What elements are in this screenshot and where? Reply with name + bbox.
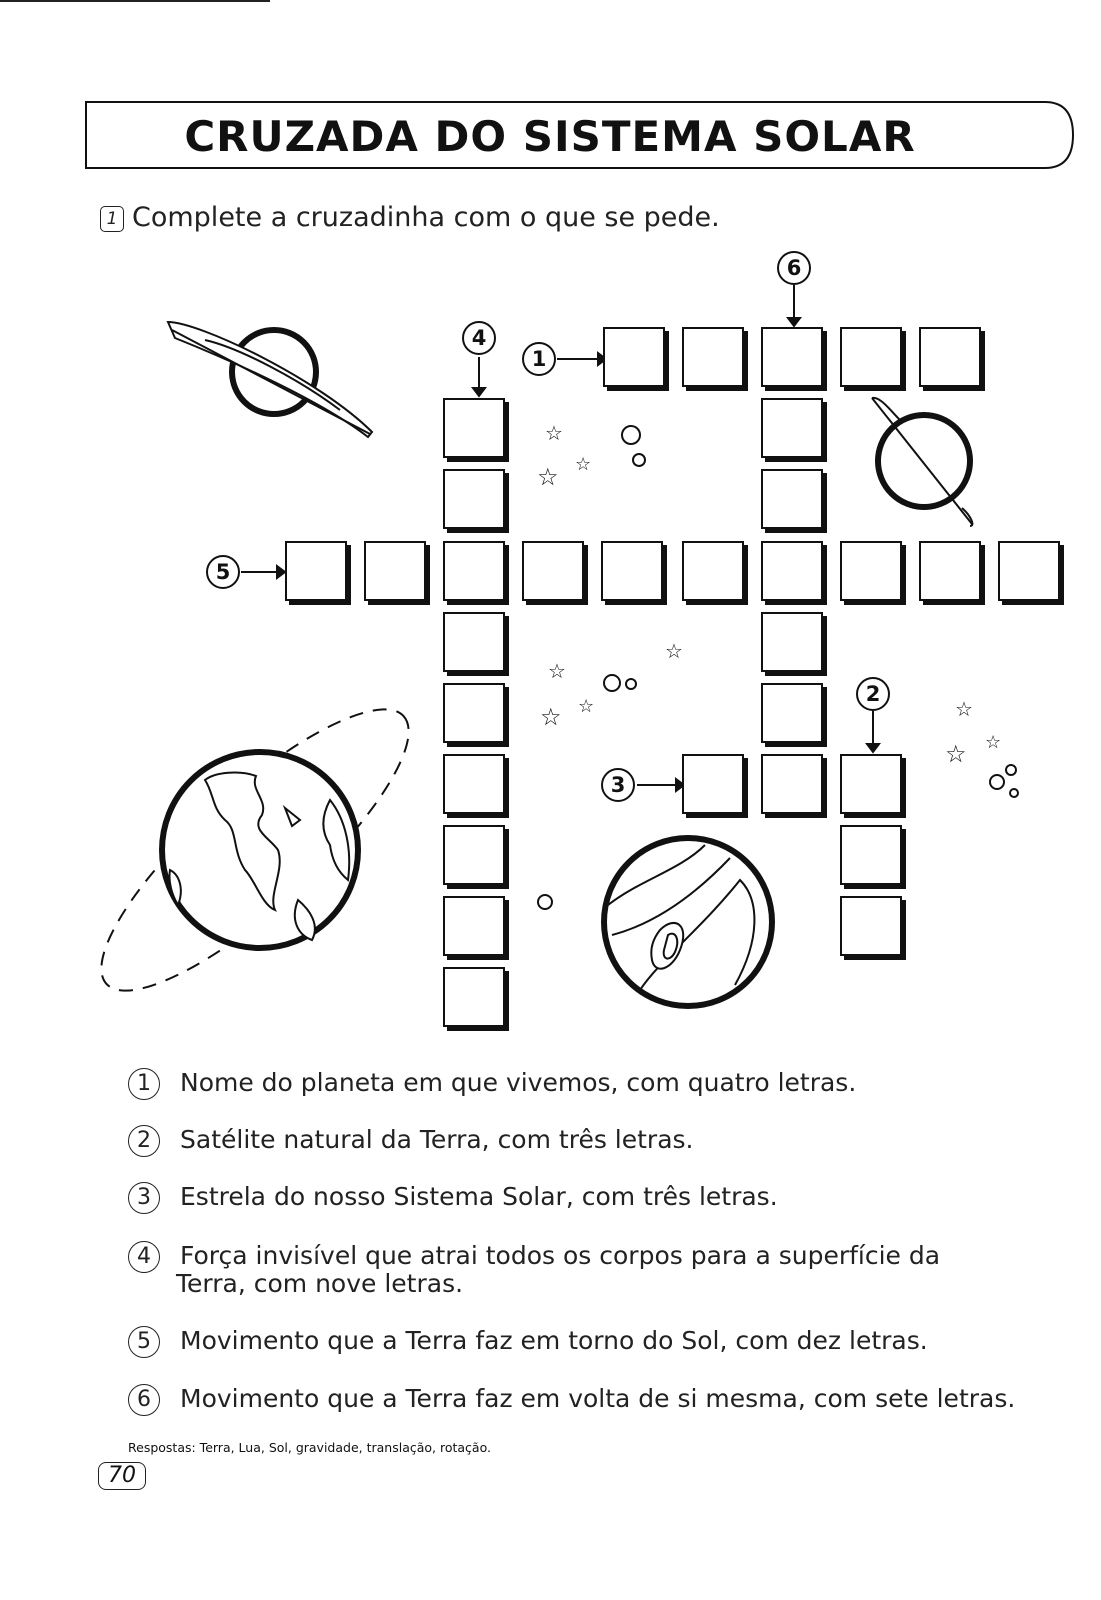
crossword-label-1: 1 xyxy=(522,342,556,376)
clue-number: 6 xyxy=(128,1384,160,1416)
crossword-cell[interactable] xyxy=(603,327,665,387)
instruction-text: Complete a cruzadinha com o que se pede. xyxy=(132,202,720,233)
crossword-cell[interactable] xyxy=(761,754,823,814)
clue-number: 4 xyxy=(128,1241,160,1273)
crossword-cell[interactable] xyxy=(919,541,981,601)
crossword-cell[interactable] xyxy=(443,967,505,1027)
crossword-label-3: 3 xyxy=(601,768,635,802)
ringed-planet-icon xyxy=(168,322,372,437)
crossword-cell[interactable] xyxy=(443,612,505,672)
crossword-cell[interactable] xyxy=(919,327,981,387)
clue-text: Movimento que a Terra faz em torno do Sol, com dez letras. xyxy=(180,1326,928,1355)
page-number: 70 xyxy=(98,1462,146,1490)
svg-text:☆: ☆ xyxy=(665,639,683,663)
crossword-cell[interactable] xyxy=(682,327,744,387)
crossword-cell[interactable] xyxy=(840,896,902,956)
crossword-label-6: 6 xyxy=(777,251,811,285)
clue-text: Satélite natural da Terra, com três letras. xyxy=(180,1125,694,1154)
crossword-cell[interactable] xyxy=(840,754,902,814)
earth-icon xyxy=(68,673,443,1027)
crossword-label-5: 5 xyxy=(206,555,240,589)
crossword-cell[interactable] xyxy=(443,896,505,956)
svg-text:☆: ☆ xyxy=(985,732,1002,753)
crossword-label-2: 2 xyxy=(856,677,890,711)
clue-number: 1 xyxy=(128,1068,160,1100)
crossword-cell[interactable] xyxy=(840,825,902,885)
crossword-cell[interactable] xyxy=(443,825,505,885)
answer-key: Respostas: Terra, Lua, Sol, gravidade, translação, rotação. xyxy=(128,1440,491,1455)
crossword-cell[interactable] xyxy=(443,398,505,458)
svg-text:☆: ☆ xyxy=(548,659,566,683)
crossword-cell[interactable] xyxy=(443,541,505,601)
clue-text-continued: Terra, com nove letras. xyxy=(176,1269,464,1298)
page-title: CRUZADA DO SISTEMA SOLAR xyxy=(184,112,916,161)
clue-text: Nome do planeta em que vivemos, com quatro letras. xyxy=(180,1068,857,1097)
svg-text:☆: ☆ xyxy=(945,740,967,768)
crossword-cell[interactable] xyxy=(761,683,823,743)
crossword-cell[interactable] xyxy=(761,398,823,458)
crossword-label-4: 4 xyxy=(462,321,496,355)
crossword-cell[interactable] xyxy=(285,541,347,601)
clue-number: 3 xyxy=(128,1182,160,1214)
clue-number: 2 xyxy=(128,1125,160,1157)
instruction-number: 1 xyxy=(100,206,124,232)
crossword-cell[interactable] xyxy=(840,541,902,601)
crossword-cell[interactable] xyxy=(443,683,505,743)
clue-number: 5 xyxy=(128,1326,160,1358)
crossword-cell[interactable] xyxy=(364,541,426,601)
svg-text:☆: ☆ xyxy=(545,421,563,445)
svg-text:☆: ☆ xyxy=(955,697,973,721)
svg-text:☆: ☆ xyxy=(537,463,559,491)
svg-text:☆: ☆ xyxy=(578,696,595,717)
svg-text:☆: ☆ xyxy=(575,454,592,475)
crossword-cell[interactable] xyxy=(761,469,823,529)
crossword-cell[interactable] xyxy=(998,541,1060,601)
crossword-cell[interactable] xyxy=(601,541,663,601)
clue-text: Estrela do nosso Sistema Solar, com três letras. xyxy=(180,1182,778,1211)
crossword-cell[interactable] xyxy=(761,612,823,672)
crossword-cell[interactable] xyxy=(443,469,505,529)
clue-text: Força invisível que atrai todos os corpos para a superfície da xyxy=(180,1241,941,1270)
crossword-cell[interactable] xyxy=(840,327,902,387)
crossword-cell[interactable] xyxy=(443,754,505,814)
crossword-cell[interactable] xyxy=(761,327,823,387)
svg-text:☆: ☆ xyxy=(540,703,562,731)
striped-planet-icon xyxy=(604,838,772,1006)
crossword-cell[interactable] xyxy=(522,541,584,601)
small-planet-icon xyxy=(872,398,972,526)
crossword-cell[interactable] xyxy=(682,541,744,601)
clue-text: Movimento que a Terra faz em volta de si mesma, com sete letras. xyxy=(180,1384,1016,1413)
crossword-cell[interactable] xyxy=(682,754,744,814)
crossword-cell[interactable] xyxy=(761,541,823,601)
